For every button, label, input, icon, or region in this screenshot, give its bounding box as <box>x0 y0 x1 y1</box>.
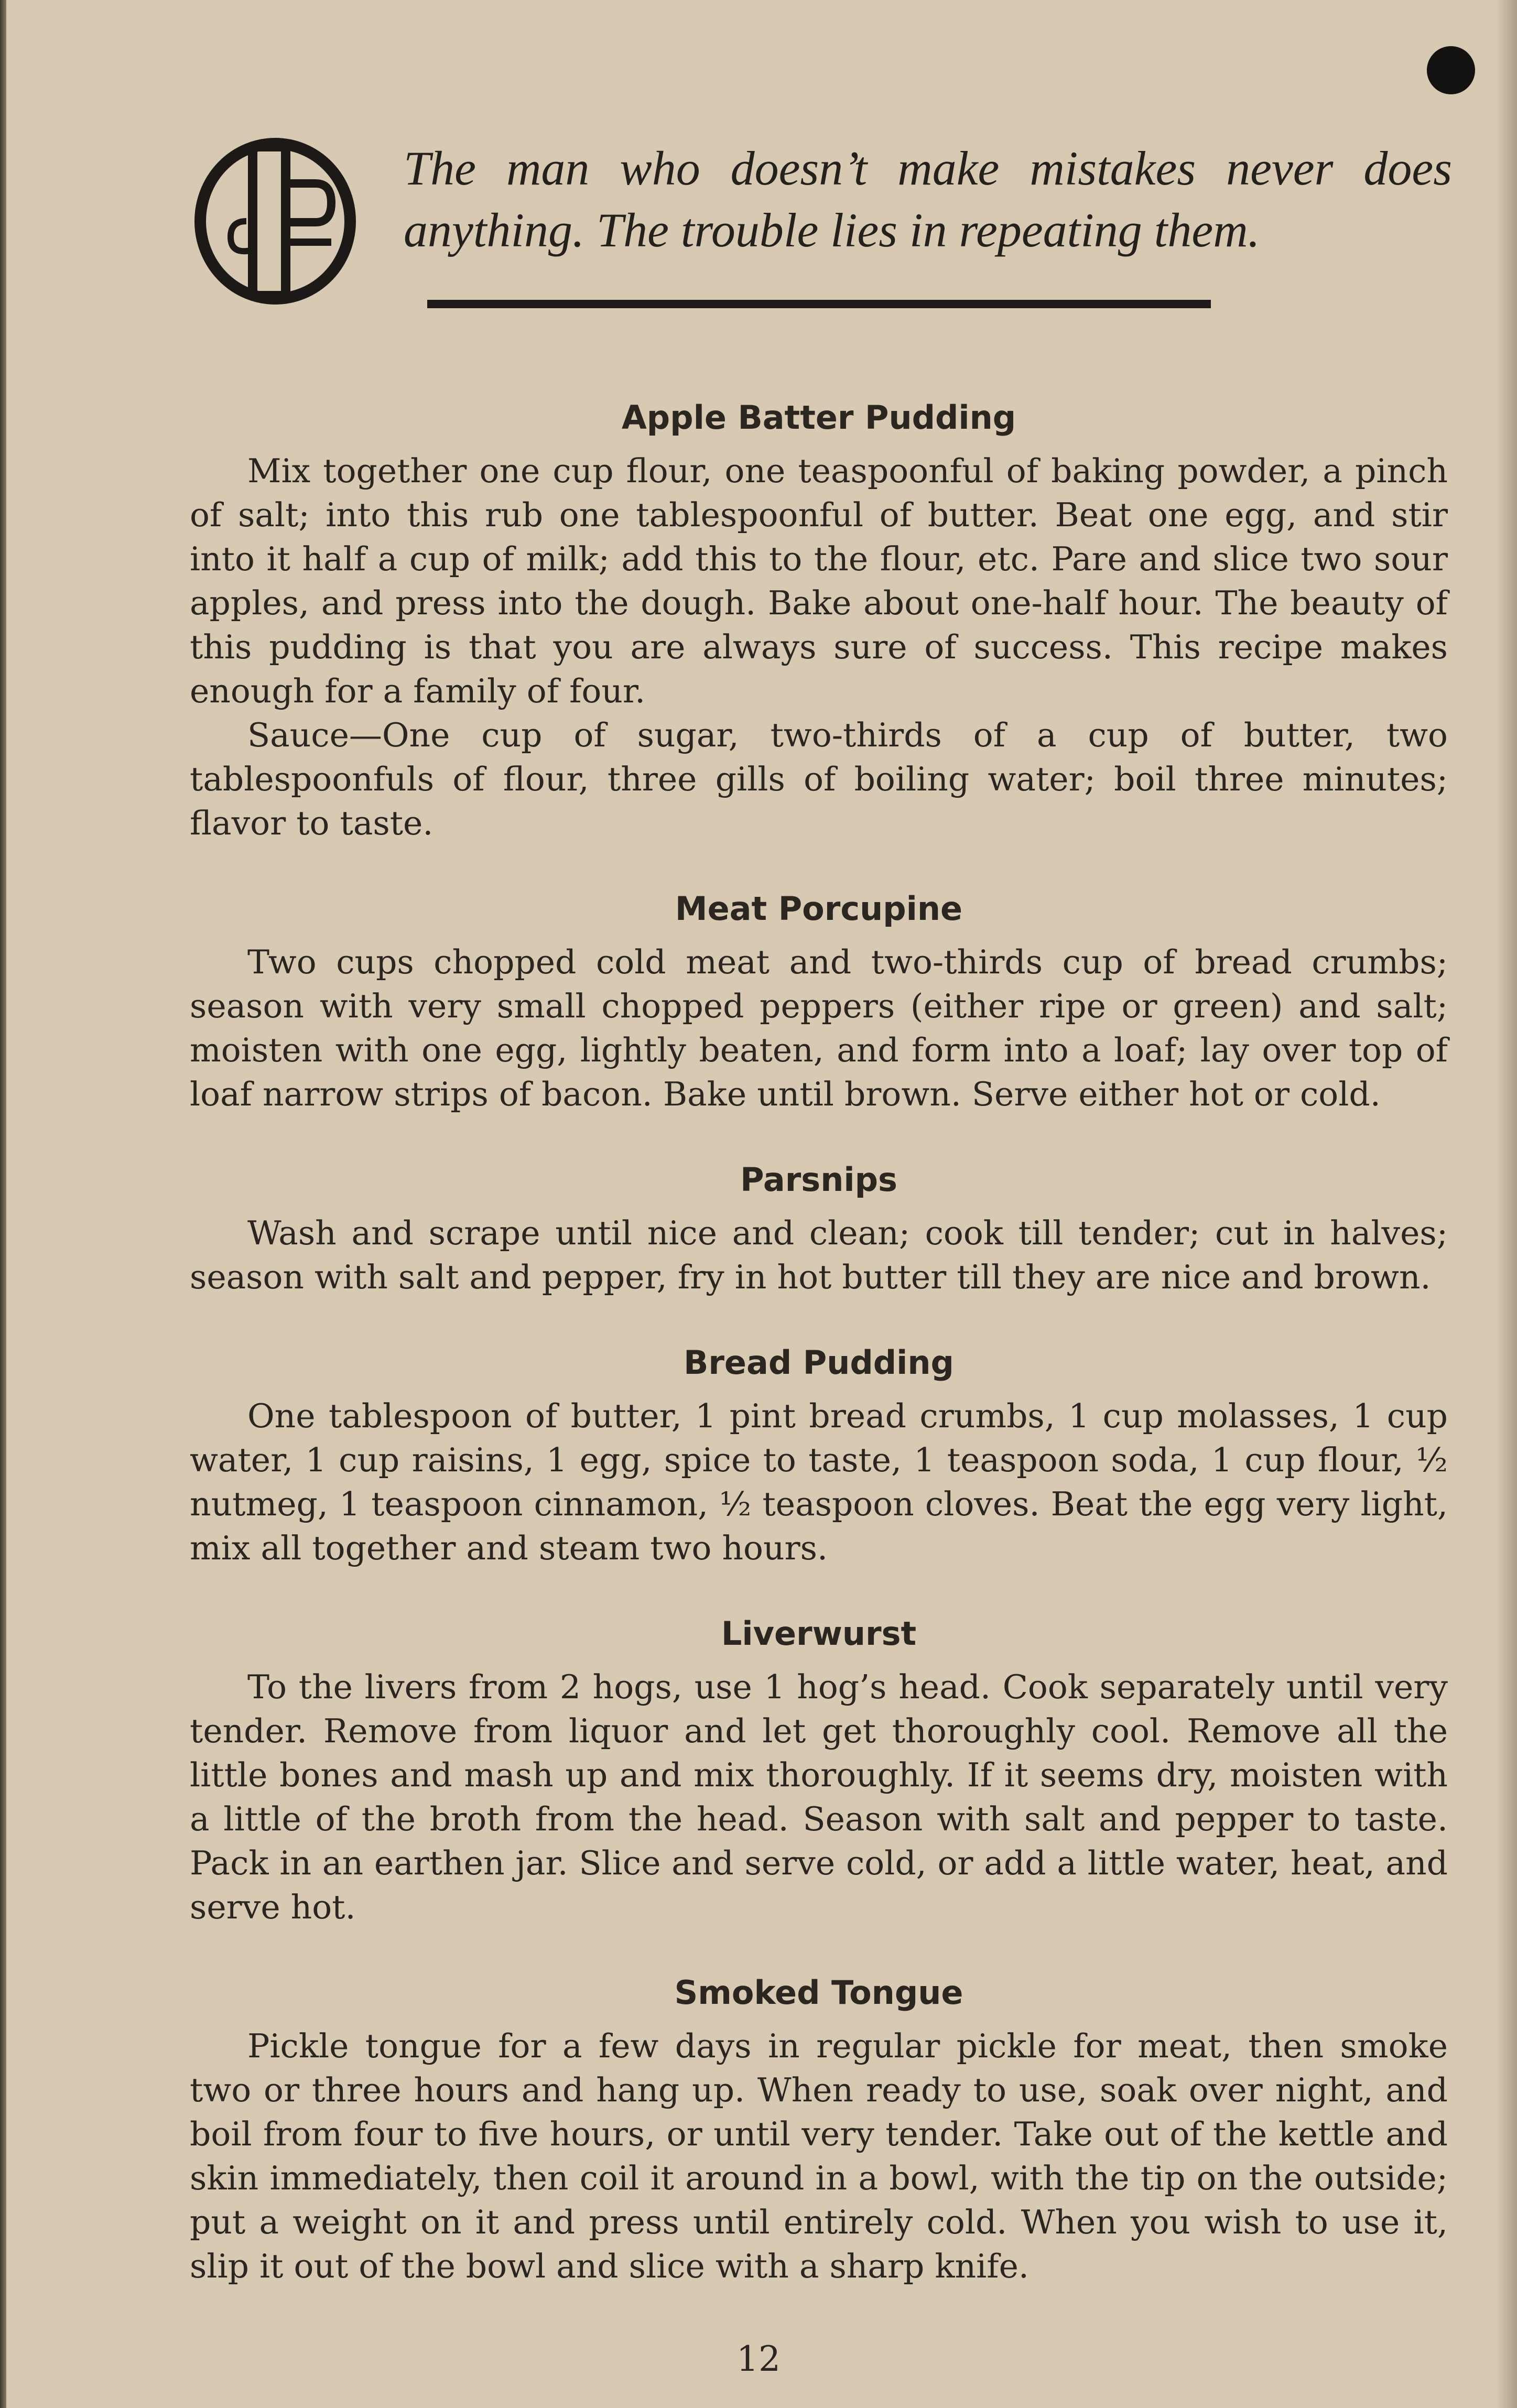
binder-hole <box>1427 46 1475 94</box>
page-binding-edge <box>0 0 6 2408</box>
recipe-paragraph: To the livers from 2 hogs, use 1 hog’s head. Cook separately until very tender. Remove from liquor and let get thoroughly cool. Remove all the little bones and mash up and mix thoroughly. If it seems dry, moisten with a little of the broth from the head. Season with salt and pepper to taste. Pack in an earthen jar. Slice and serve cold, or add a little water, heat, and serve hot. <box>190 1668 1448 1926</box>
page-right-shadow <box>1496 0 1517 2408</box>
recipe-title: Liverwurst <box>721 1614 917 1653</box>
recipe-liverwurst <box>190 1614 1448 1929</box>
motto-quote: The man who doesn’t make mistakes never does anything. The trouble lies in repeating them. <box>404 142 1452 257</box>
recipe-title: Apple Batter Pudding <box>621 398 1016 437</box>
monogram-logo <box>194 137 356 305</box>
recipe-title: Smoked Tongue <box>674 1973 963 2012</box>
recipe-list <box>190 398 1448 2333</box>
recipe-paragraph: Mix together one cup flour, one teaspoonful of baking powder, a pinch of salt; into this rub one tablespoonful of butter. Beat one egg, and stir into it half a cup of milk; add this to the flour, etc. Pare and slice two sour apples, and press into the dough. Bake about one-half hour. The beauty of this pudding is that you are always sure of success. This recipe makes enough for a family of four. <box>190 452 1448 710</box>
recipe-meat-porcupine <box>190 890 1448 1116</box>
motto-divider <box>427 300 1211 308</box>
recipe-title: Parsnips <box>740 1160 897 1199</box>
recipe-paragraph: Pickle tongue for a few days in regular pickle for meat, then smoke two or three hours and hang up. When ready to use, soak over night, and boil from four to five hours, or until very tender. Take out of the kettle and skin immediately, then coil it around in a bowl, with the tip on the outside; put a weight on it and press until entirely cold. When you wish to use it, slip it out of the bowl and slice with a sharp knife. <box>190 2027 1448 2285</box>
recipe-paragraph: Wash and scrape until nice and clean; cook till tender; cut in halves; season with salt and pepper, fry in hot butter till they are nice and brown. <box>190 1214 1448 1296</box>
recipe-title: Bread Pudding <box>684 1343 954 1382</box>
recipe-paragraph: One tablespoon of butter, 1 pint bread crumbs, 1 cup molasses, 1 cup water, 1 cup raisins, 1 egg, spice to taste, 1 teaspoon soda, 1 cup flour, ½ nutmeg, 1 teaspoon cinnamon, ½ teaspoon cloves. Beat the egg very light, mix all together and steam two hours. <box>190 1397 1448 1567</box>
recipe-title: Meat Porcupine <box>675 890 963 928</box>
page-number: 12 <box>736 2339 781 2379</box>
recipe-parsnips <box>190 1160 1448 1299</box>
recipe-apple-batter-pudding <box>190 398 1448 845</box>
recipe-paragraph: Two cups chopped cold meat and two-thirds cup of bread crumbs; season with very small chopped peppers (either ripe or green) and salt; moisten with one egg, lightly beaten, and form into a loaf; lay over top of loaf narrow strips of bacon. Bake until brown. Serve either hot or cold. <box>190 943 1448 1113</box>
recipe-smoked-tongue <box>190 1973 1448 2288</box>
recipe-sauce-paragraph: Sauce—One cup of sugar, two-thirds of a cup of butter, two tablespoonfuls of flour, three gills of boiling water; boil three minutes; flavor to taste. <box>190 716 1448 842</box>
recipe-bread-pudding <box>190 1343 1448 1570</box>
